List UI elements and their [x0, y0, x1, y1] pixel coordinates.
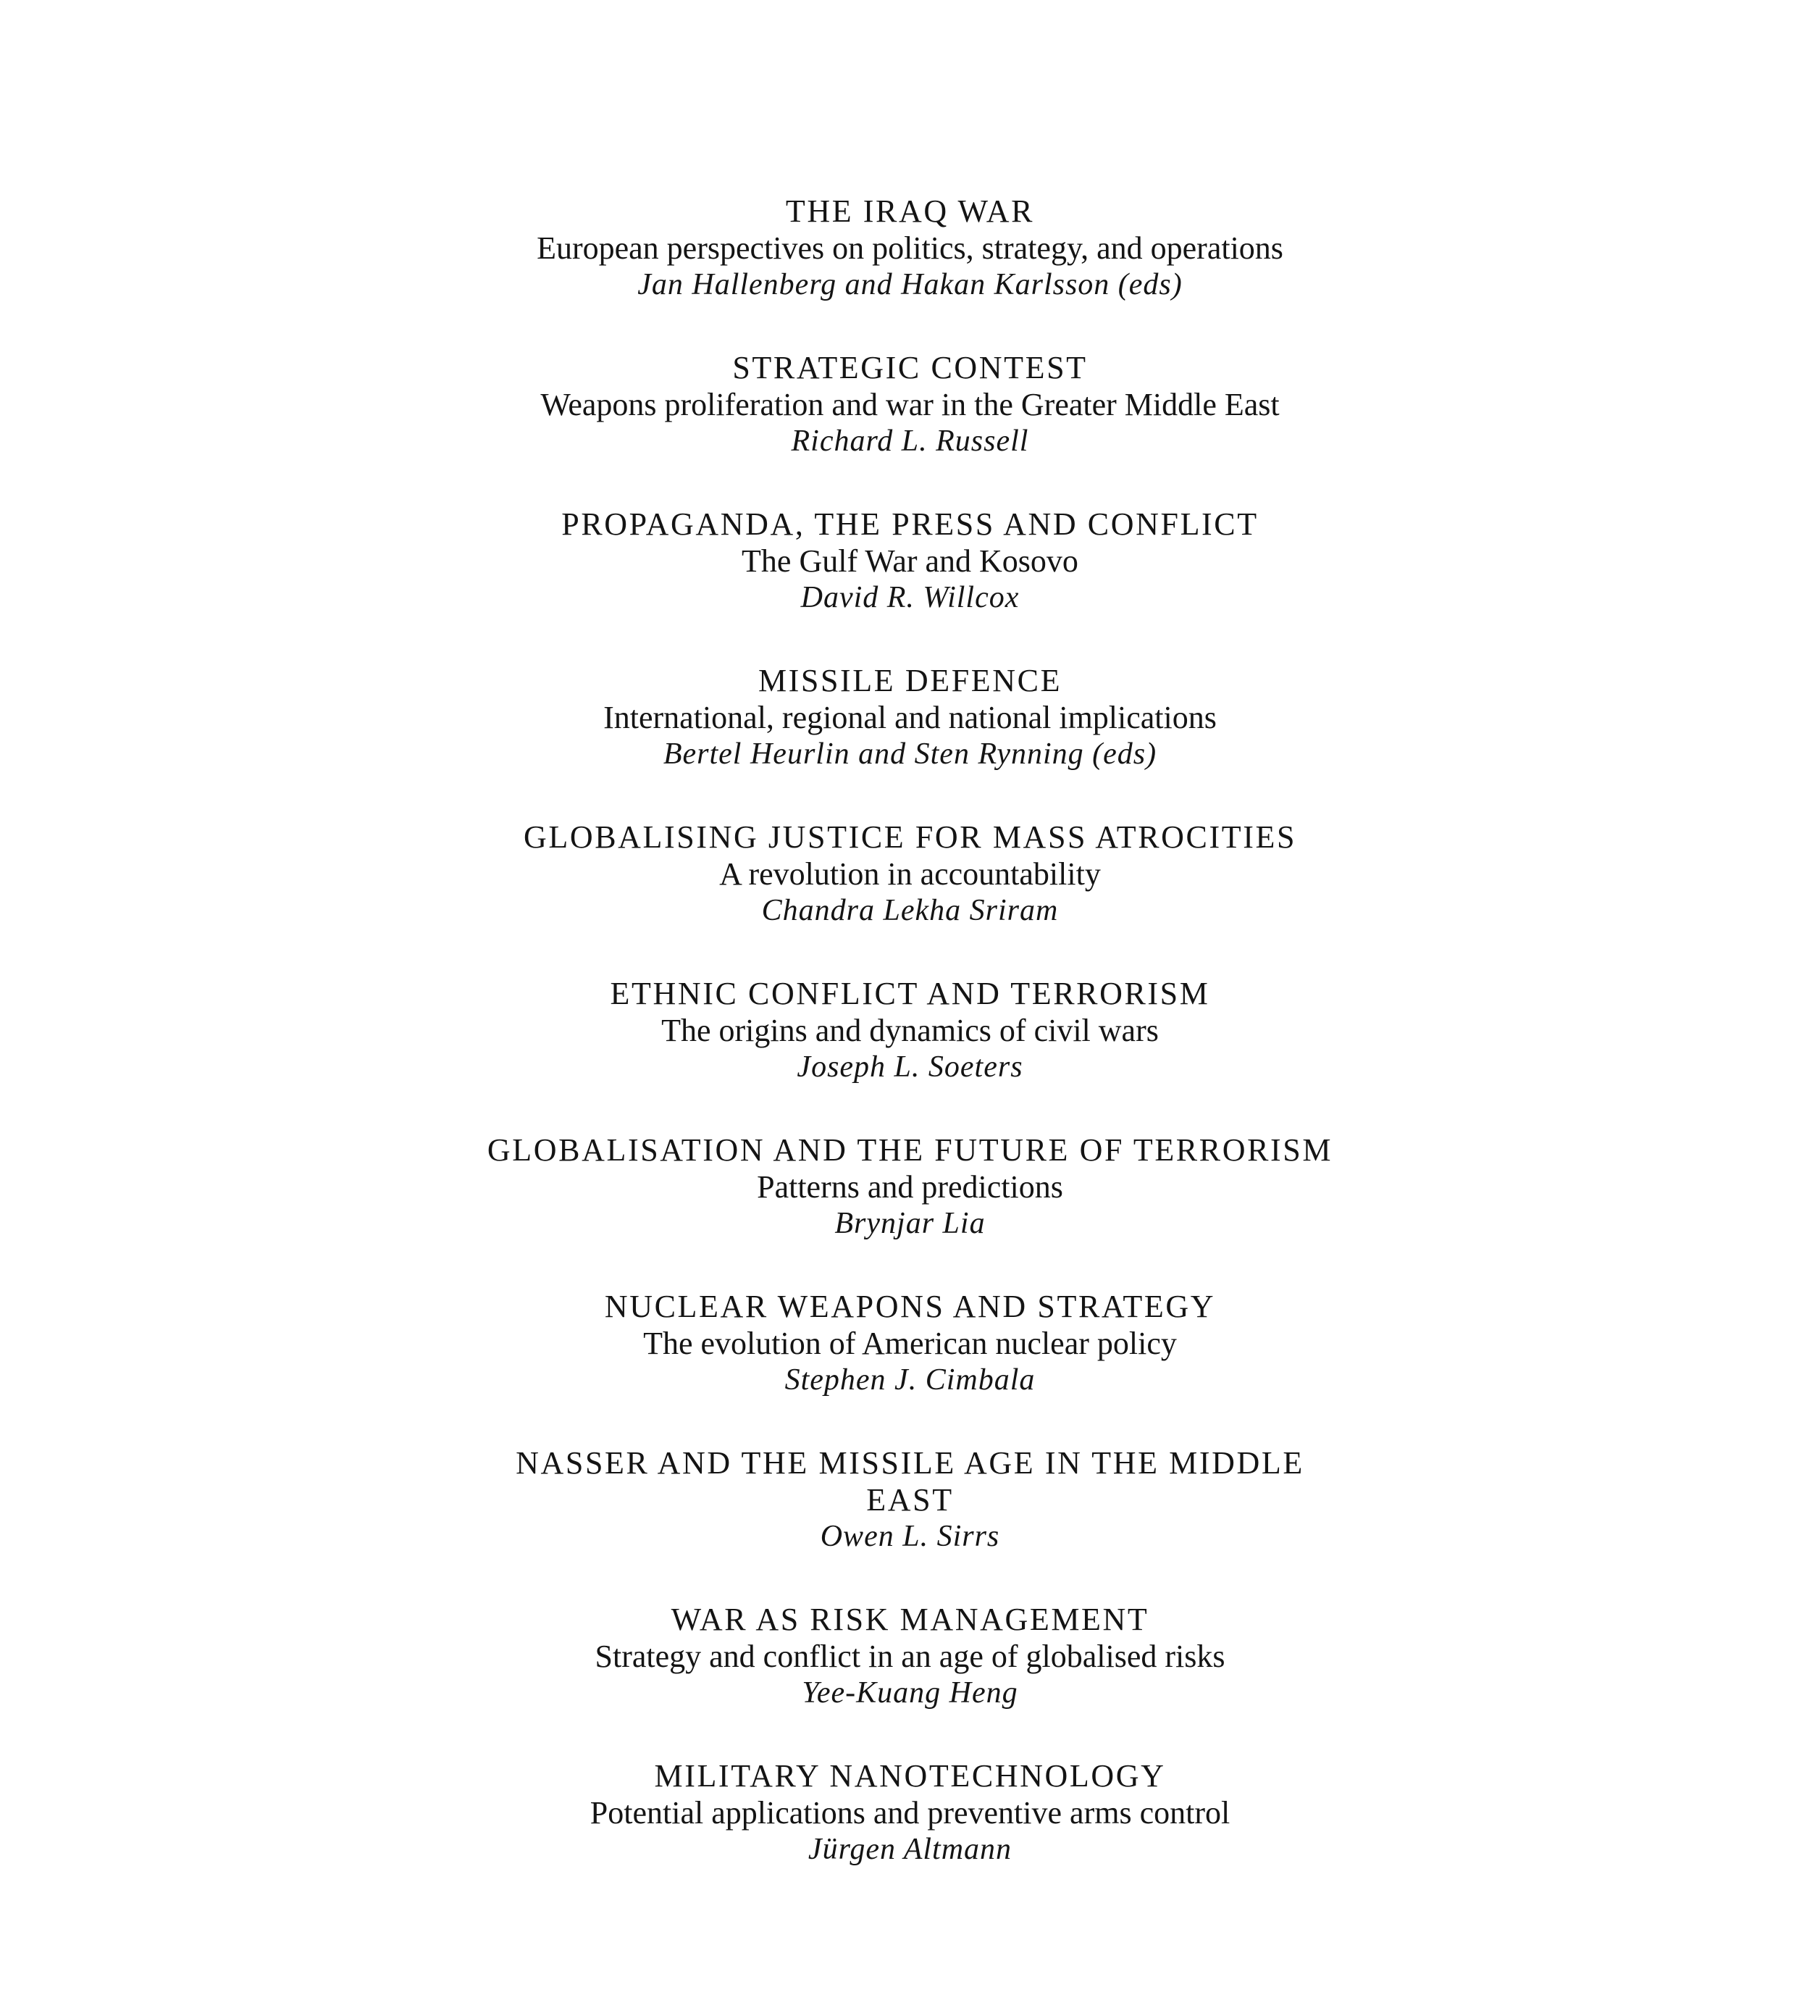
book-subtitle: European perspectives on politics, strategy, and operations — [537, 230, 1283, 266]
book-entry — [0, 1132, 1820, 1242]
book-author: Stephen J. Cimbala — [784, 1363, 1036, 1397]
book-author: Yee-Kuang Heng — [802, 1676, 1018, 1710]
book-title: GLOBALISING JUSTICE FOR MASS ATROCITIES — [523, 819, 1297, 855]
book-title: THE IRAQ WAR — [785, 193, 1035, 229]
book-subtitle: International, regional and national implications — [603, 700, 1217, 735]
book-entry — [0, 1444, 1820, 1555]
book-title: PROPAGANDA, THE PRESS AND CONFLICT — [561, 506, 1259, 542]
book-entry — [0, 819, 1820, 929]
book-author: Bertel Heurlin and Sten Rynning (eds) — [663, 737, 1157, 771]
book-subtitle: Strategy and conflict in an age of globalised risks — [595, 1639, 1225, 1674]
book-author: Jan Hallenberg and Hakan Karlsson (eds) — [637, 268, 1183, 301]
book-author: David R. Willcox — [800, 581, 1020, 614]
book-title: MISSILE DEFENCE — [758, 663, 1062, 698]
book-author: Brynjar Lia — [834, 1207, 986, 1240]
book-entry — [0, 349, 1820, 460]
book-author: Chandra Lekha Sriram — [761, 894, 1059, 927]
book-title: GLOBALISATION AND THE FUTURE OF TERRORISM — [487, 1132, 1333, 1168]
book-title: NUCLEAR WEAPONS AND STRATEGY — [604, 1289, 1216, 1324]
book-entry — [0, 1757, 1820, 1868]
book-subtitle: A revolution in accountability — [719, 856, 1101, 892]
book-title: NASSER AND THE MISSILE AGE IN THE MIDDLE EAST — [516, 1445, 1314, 1518]
book-subtitle: The Gulf War and Kosovo — [742, 543, 1078, 579]
book-author: Owen L. Sirrs — [820, 1520, 1000, 1553]
book-title: STRATEGIC CONTEST — [732, 350, 1088, 385]
book-author: Jürgen Altmann — [808, 1833, 1012, 1866]
book-title: ETHNIC CONFLICT AND TERRORISM — [610, 976, 1210, 1011]
book-entry — [0, 193, 1820, 304]
book-title: WAR AS RISK MANAGEMENT — [671, 1602, 1149, 1637]
book-author: Richard L. Russell — [791, 424, 1029, 458]
book-subtitle: Patterns and predictions — [757, 1169, 1063, 1205]
book-entry — [0, 1601, 1820, 1712]
book-entry — [0, 506, 1820, 616]
book-subtitle: The evolution of American nuclear policy — [643, 1326, 1177, 1361]
book-subtitle: The origins and dynamics of civil wars — [661, 1013, 1159, 1048]
book-subtitle: Potential applications and preventive arms control — [590, 1795, 1230, 1831]
book-entry — [0, 1288, 1820, 1399]
book-subtitle: Weapons proliferation and war in the Greater Middle East — [540, 387, 1280, 422]
book-title: MILITARY NANOTECHNOLOGY — [654, 1758, 1166, 1794]
book-list — [0, 193, 1820, 1914]
book-entry — [0, 662, 1820, 773]
book-entry — [0, 975, 1820, 1086]
book-author: Joseph L. Soeters — [797, 1050, 1023, 1084]
